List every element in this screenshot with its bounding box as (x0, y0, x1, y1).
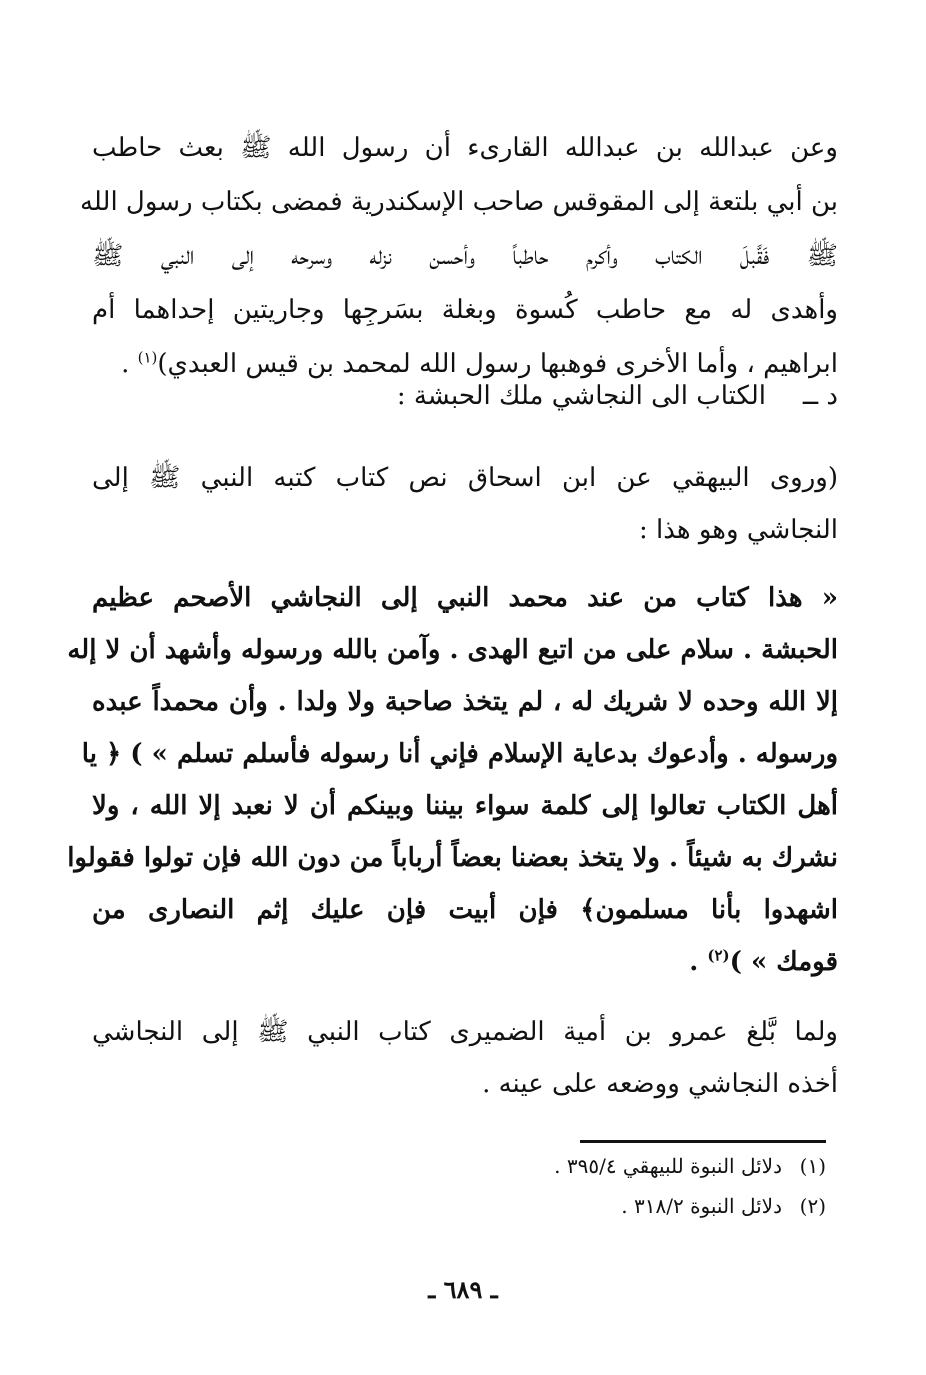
footnote-reference: (١) (137, 348, 158, 367)
letter-line: نشرك به شيئاً . ولا يتخذ بعضنا بعضاً أرباباً من دون الله فإن تولوا فقولوا (67, 843, 838, 873)
body-line: (وروى البيهقي عن ابن اسحاق نص كتاب كتبه النبي ﷺ إلى (92, 463, 838, 493)
footnote (621, 1190, 826, 1222)
footnote-number: (٢) (799, 1194, 826, 1218)
body-line: ولما بَّلغ عمرو بن أمية الضميرى كتاب النبي ﷺ إلى النجاشي (92, 1017, 838, 1047)
letter-line (689, 940, 838, 984)
sentence-end: . (689, 947, 708, 977)
letter-line: اشهدوا بأنا مسلمون﴾ فإن أبيت فإن عليك إثم النصارى من (92, 895, 838, 925)
section-marker: د ــ (802, 381, 838, 411)
footnote-number: (١) (799, 1154, 826, 1178)
section-heading: الكتاب الى النجاشي ملك الحبشة : (396, 381, 766, 411)
body-line: وعن عبدالله بن عبدالله القارىء أن رسول الله ﷺ بعث حاطب (92, 133, 838, 163)
body-line: بن أبي بلتعة إلى المقوقس صاحب الإسكندرية فمضى بكتاب رسول الله (79, 187, 838, 217)
body-line-text: ابراهيم ، وأما الأخرى فوهبها رسول الله لمحمد بن قيس العبدي) (157, 349, 838, 379)
footnote-reference: (٢) (707, 946, 730, 965)
footnote-text: دلائل النبوة ٣١٨/٢ . (621, 1194, 782, 1218)
body-line: وأهدى له مع حاطب كُسوة وبغلة بسَرجِها وجاريتين إحداهما أم (92, 295, 838, 325)
page-number: ـ ٦٨٩ ـ (428, 1275, 498, 1304)
footnote-divider (580, 1140, 826, 1143)
letter-line: إلا الله وحده لا شريك له ، لم يتخذ صاحبة ولا ولدا . وأن محمداً عبده (92, 687, 838, 717)
body-line: ﷺ فَقَّبلَ الكتاب وأكرم حاطباً وأحسن نزله وسرحه إلى النبي ﷺ (92, 241, 838, 271)
letter-line: « هذا كتاب من عند محمد النبي إلى النجاشي الأصحم عظيم (92, 583, 838, 613)
sentence-end: . (121, 349, 138, 379)
body-line: أخذه النجاشي ووضعه على عينه . (482, 1069, 838, 1099)
letter-line: أهل الكتاب تعالوا إلى كلمة سواء بيننا وبينكم أن لا نعبد إلا الله ، ولا (92, 791, 838, 821)
footnote (554, 1150, 826, 1182)
letter-line: الحبشة . سلام على من اتبع الهدى . وآمن بالله ورسوله وأشهد أن لا إله (67, 635, 838, 665)
footnote-text: دلائل النبوة للبيهقي ٣٩٥/٤ . (554, 1154, 782, 1178)
body-line: النجاشي وهو هذا : (639, 515, 838, 545)
letter-line-text: قومك » ) (729, 947, 838, 977)
letter-line: ورسوله . وأدعوك بدعاية الإسلام فإني أنا رسوله فأسلم تسلم » ) ﴿ يا (81, 739, 838, 769)
